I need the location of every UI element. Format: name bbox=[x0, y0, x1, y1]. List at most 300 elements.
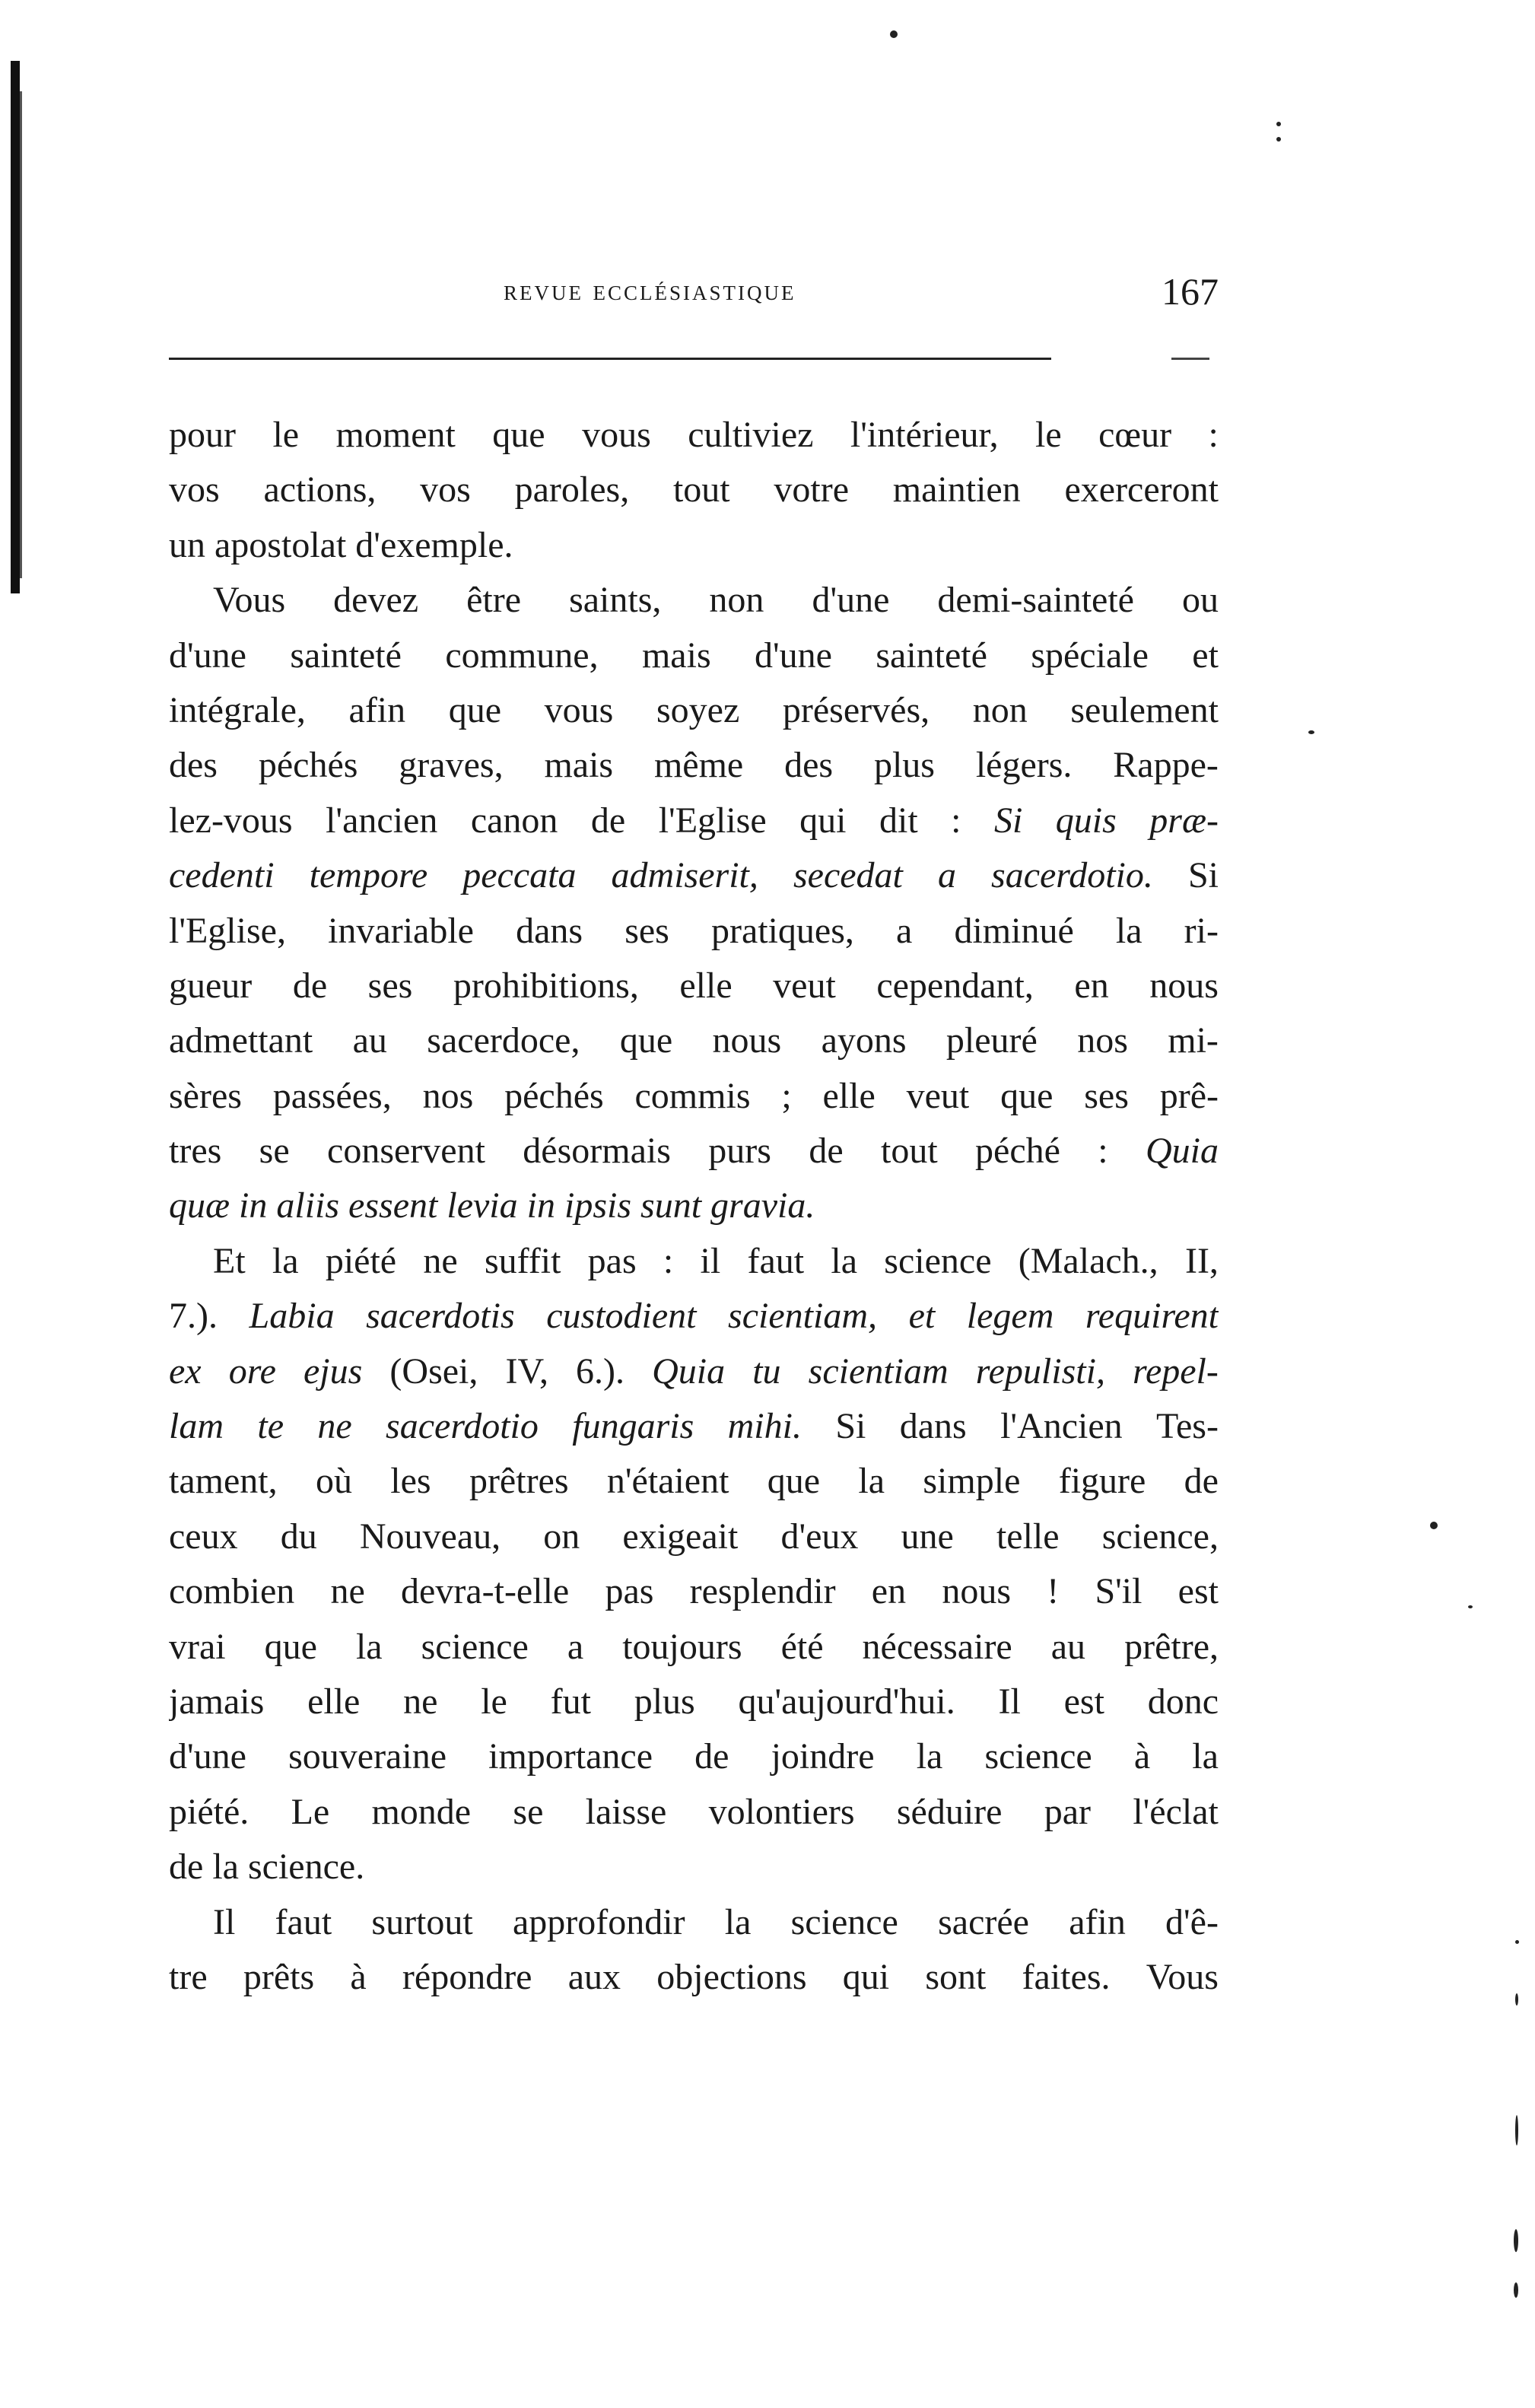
word: custodient bbox=[546, 1296, 697, 1337]
word: a bbox=[567, 1626, 584, 1667]
word: telle bbox=[996, 1516, 1060, 1557]
word: mihi. bbox=[727, 1406, 802, 1447]
word: Tes- bbox=[1156, 1406, 1219, 1447]
word: repulisti, bbox=[975, 1350, 1105, 1392]
word: sainteté bbox=[290, 635, 402, 676]
word: a bbox=[896, 910, 913, 951]
binding-edge-line bbox=[20, 91, 22, 578]
word: d'une bbox=[755, 635, 832, 676]
word: préservés, bbox=[782, 689, 930, 730]
scan-speck bbox=[1430, 1522, 1438, 1529]
word: ayons bbox=[821, 1020, 907, 1061]
word: de bbox=[694, 1736, 729, 1777]
word: faites. bbox=[1022, 1956, 1111, 1997]
text-line bbox=[169, 1785, 1219, 1840]
word: pour bbox=[169, 415, 236, 455]
word: vos bbox=[420, 469, 471, 511]
word: Quia bbox=[1146, 1131, 1219, 1172]
word: de bbox=[1184, 1461, 1219, 1502]
word: surtout bbox=[371, 1901, 473, 1942]
text-line bbox=[169, 518, 1219, 573]
word: Labia bbox=[249, 1296, 335, 1337]
word: suffit bbox=[484, 1240, 561, 1281]
word: d'une bbox=[169, 1736, 246, 1777]
text-line bbox=[169, 1124, 1219, 1179]
word: est bbox=[1063, 1681, 1104, 1722]
word: gueur bbox=[169, 965, 253, 1006]
binding-edge-shadow bbox=[11, 61, 20, 593]
word: que bbox=[767, 1461, 821, 1502]
word: à bbox=[350, 1956, 367, 1997]
word: fungaris bbox=[572, 1406, 694, 1447]
word: saints, bbox=[569, 580, 662, 621]
word: la bbox=[1192, 1736, 1219, 1777]
word: Quia bbox=[652, 1350, 726, 1392]
word: diminué bbox=[954, 910, 1074, 951]
word: est bbox=[1177, 1571, 1219, 1612]
word: qu'aujourd'hui. bbox=[738, 1681, 955, 1722]
scan-speck bbox=[1276, 122, 1281, 126]
text-line bbox=[169, 1729, 1219, 1784]
scan-speck bbox=[1515, 1940, 1519, 1944]
word: la bbox=[212, 1847, 239, 1888]
word: purs bbox=[708, 1131, 771, 1172]
word: votre bbox=[774, 469, 849, 511]
text-line bbox=[169, 1344, 1219, 1399]
word: volontiers bbox=[708, 1791, 855, 1832]
scan-speck bbox=[1468, 1605, 1473, 1608]
word: science. bbox=[247, 1847, 365, 1888]
word: nos bbox=[422, 1075, 474, 1116]
scan-speck bbox=[1276, 137, 1281, 142]
word: qui bbox=[842, 1956, 890, 1997]
paragraph bbox=[169, 573, 1219, 1234]
word: sères bbox=[169, 1075, 242, 1116]
word: l'Eglise, bbox=[169, 910, 286, 951]
word: II, bbox=[1184, 1240, 1219, 1281]
word: prêtres bbox=[469, 1461, 569, 1502]
word: a bbox=[937, 855, 956, 896]
word: ore bbox=[228, 1350, 276, 1392]
word: tempore bbox=[309, 855, 428, 896]
word: spéciale bbox=[1031, 635, 1149, 676]
word: vous bbox=[582, 415, 651, 455]
word: commune, bbox=[445, 635, 599, 676]
word: secedat bbox=[793, 855, 903, 896]
word: en bbox=[871, 1571, 907, 1612]
text-line bbox=[169, 848, 1219, 903]
text-line bbox=[169, 794, 1219, 848]
word: par bbox=[1044, 1791, 1092, 1832]
word: admiserit, bbox=[611, 855, 758, 896]
word: conservent bbox=[327, 1131, 485, 1172]
word: approfondir bbox=[512, 1901, 685, 1942]
word: la bbox=[1115, 910, 1143, 951]
word: prêts bbox=[243, 1956, 315, 1997]
word: tre bbox=[169, 1956, 208, 1997]
word: science bbox=[421, 1626, 529, 1667]
text-line bbox=[169, 408, 1219, 463]
text-line bbox=[169, 959, 1219, 1013]
word: que bbox=[619, 1020, 673, 1061]
word: de bbox=[590, 800, 626, 841]
word: science, bbox=[1101, 1516, 1219, 1557]
word: on bbox=[543, 1516, 580, 1557]
word: canon bbox=[470, 800, 558, 841]
word: ne bbox=[403, 1681, 438, 1722]
word: graves, bbox=[399, 745, 504, 786]
word: légers. bbox=[975, 745, 1073, 786]
word: repel- bbox=[1133, 1350, 1219, 1392]
text-line bbox=[169, 628, 1219, 683]
word: maintien bbox=[892, 469, 1021, 511]
word: le bbox=[272, 415, 300, 455]
word: actions, bbox=[263, 469, 377, 511]
word: nos bbox=[1077, 1020, 1128, 1061]
text-line bbox=[169, 1620, 1219, 1675]
word: Rappe- bbox=[1113, 745, 1219, 786]
word: objections bbox=[656, 1956, 807, 1997]
word: se bbox=[259, 1131, 290, 1172]
word: vrai bbox=[169, 1626, 226, 1667]
word: la bbox=[858, 1461, 885, 1502]
word: péché bbox=[975, 1131, 1060, 1172]
word: seulement bbox=[1070, 689, 1219, 730]
word: où bbox=[315, 1461, 352, 1502]
word: passées, bbox=[272, 1075, 392, 1116]
text-line bbox=[169, 1179, 1219, 1233]
word: la bbox=[724, 1901, 752, 1942]
word: des bbox=[169, 745, 218, 786]
word: : bbox=[1098, 1131, 1108, 1172]
text-line bbox=[169, 1564, 1219, 1619]
text-line bbox=[169, 1069, 1219, 1124]
word: qui bbox=[799, 800, 847, 841]
text-line bbox=[169, 904, 1219, 959]
word: IV, bbox=[505, 1350, 548, 1392]
word: scientiam, bbox=[728, 1296, 878, 1337]
word: nous bbox=[942, 1571, 1012, 1612]
word: science bbox=[984, 1736, 1092, 1777]
word: prêtre, bbox=[1124, 1626, 1219, 1667]
word: ipsis bbox=[564, 1185, 632, 1226]
word: plus bbox=[873, 745, 935, 786]
word: piété bbox=[325, 1240, 397, 1281]
word: la bbox=[916, 1736, 943, 1777]
word: sont bbox=[925, 1956, 987, 1997]
word: d'une bbox=[812, 580, 890, 621]
text-line bbox=[169, 1399, 1219, 1454]
word: en bbox=[1074, 965, 1109, 1006]
word: mais bbox=[641, 635, 711, 676]
word: tu bbox=[752, 1350, 781, 1392]
word: : bbox=[663, 1240, 674, 1281]
word: prê- bbox=[1159, 1075, 1219, 1116]
word: nous bbox=[712, 1020, 782, 1061]
word: toujours bbox=[622, 1626, 742, 1667]
word: sacerdotio bbox=[386, 1406, 539, 1447]
word: in bbox=[526, 1185, 555, 1226]
word: ceux bbox=[169, 1516, 238, 1557]
word: ejus bbox=[304, 1350, 363, 1392]
word: que bbox=[264, 1626, 317, 1667]
word: l'Eglise bbox=[658, 800, 767, 841]
page-header bbox=[169, 270, 1219, 320]
word: requirent bbox=[1085, 1296, 1219, 1337]
word: fut bbox=[550, 1681, 591, 1722]
word: admettant bbox=[169, 1020, 313, 1061]
word: une bbox=[901, 1516, 954, 1557]
word: jamais bbox=[169, 1681, 265, 1722]
word: été bbox=[780, 1626, 824, 1667]
word: cedenti bbox=[169, 855, 275, 896]
word: tres bbox=[169, 1131, 222, 1172]
word: Et bbox=[213, 1240, 246, 1281]
word: nécessaire bbox=[862, 1626, 1012, 1667]
word: ri- bbox=[1184, 910, 1219, 951]
word: d'ê- bbox=[1165, 1901, 1219, 1942]
word: mais bbox=[544, 745, 614, 786]
body-text bbox=[169, 408, 1219, 2005]
word: scientiam bbox=[808, 1350, 949, 1392]
word: tament, bbox=[169, 1461, 278, 1502]
word: sacerdotis bbox=[366, 1296, 515, 1337]
word: science bbox=[884, 1240, 992, 1281]
word: et bbox=[1192, 635, 1219, 676]
word: désormais bbox=[523, 1131, 671, 1172]
text-line bbox=[169, 463, 1219, 517]
word: afin bbox=[1069, 1901, 1126, 1942]
word: ; bbox=[781, 1075, 792, 1116]
word: du bbox=[280, 1516, 317, 1557]
word: invariable bbox=[328, 910, 474, 951]
word: ex bbox=[169, 1350, 202, 1392]
word: 7.). bbox=[169, 1296, 218, 1337]
word: ne bbox=[330, 1571, 365, 1612]
word: præ- bbox=[1149, 800, 1219, 841]
word: dit bbox=[879, 800, 918, 841]
word: cependant, bbox=[876, 965, 1034, 1006]
word: laisse bbox=[585, 1791, 667, 1832]
word: les bbox=[390, 1461, 431, 1502]
scan-speck bbox=[1308, 730, 1314, 734]
text-line bbox=[169, 1454, 1219, 1509]
word: paroles, bbox=[514, 469, 630, 511]
word: lez-vous bbox=[169, 800, 293, 841]
word: cœur bbox=[1098, 415, 1172, 455]
word: à bbox=[1133, 1736, 1151, 1777]
word: d'eux bbox=[780, 1516, 859, 1557]
word: te bbox=[257, 1406, 284, 1447]
word: simple bbox=[923, 1461, 1021, 1502]
word: même bbox=[653, 745, 744, 786]
word: ses bbox=[1084, 1075, 1129, 1116]
word: l'éclat bbox=[1133, 1791, 1219, 1832]
word: (Malach., bbox=[1018, 1240, 1158, 1281]
word: exerceront bbox=[1064, 469, 1219, 511]
word: legem bbox=[966, 1296, 1054, 1337]
word: science bbox=[790, 1901, 898, 1942]
word: sacerdotio. bbox=[991, 855, 1153, 896]
word: intégrale, bbox=[169, 689, 306, 730]
word: : bbox=[951, 800, 961, 841]
text-line bbox=[169, 1895, 1219, 1950]
word: l'ancien bbox=[326, 800, 438, 841]
word: peccata bbox=[462, 855, 577, 896]
word: de bbox=[169, 1847, 204, 1888]
word: des bbox=[784, 745, 834, 786]
word: un bbox=[169, 524, 205, 565]
word: joindre bbox=[771, 1736, 875, 1777]
word: ses bbox=[624, 910, 669, 951]
word: pratiques, bbox=[710, 910, 854, 951]
word: sainteté bbox=[876, 635, 987, 676]
word: l'intérieur, bbox=[850, 415, 999, 455]
word: de bbox=[809, 1131, 844, 1172]
word: que bbox=[448, 689, 502, 730]
scan-speck bbox=[1515, 1993, 1518, 2006]
word: faut bbox=[747, 1240, 805, 1281]
word: d'exemple. bbox=[355, 524, 513, 565]
text-line bbox=[169, 1950, 1219, 2005]
word: dans bbox=[899, 1406, 967, 1447]
word: Le bbox=[291, 1791, 330, 1832]
word: que bbox=[492, 415, 545, 455]
word: d'une bbox=[169, 635, 246, 676]
word: elle bbox=[822, 1075, 876, 1116]
word: être bbox=[466, 580, 522, 621]
word: pleuré bbox=[945, 1020, 1038, 1061]
word: ne bbox=[317, 1406, 352, 1447]
word: pas bbox=[605, 1571, 654, 1612]
word: ou bbox=[1181, 580, 1219, 621]
word: quis bbox=[1055, 800, 1117, 841]
scan-speck bbox=[1514, 2282, 1518, 2298]
word: Vous bbox=[213, 580, 286, 621]
word: importance bbox=[488, 1736, 653, 1777]
text-line bbox=[169, 1509, 1219, 1564]
word: exigeait bbox=[622, 1516, 739, 1557]
word: elle bbox=[307, 1681, 361, 1722]
running-title: revue ecclésiastique bbox=[504, 275, 796, 307]
scan-speck bbox=[1515, 2115, 1518, 2146]
word: sacerdoce, bbox=[427, 1020, 580, 1061]
word: Il bbox=[998, 1681, 1021, 1722]
word: veut bbox=[773, 965, 836, 1006]
word: in bbox=[239, 1185, 268, 1226]
word: le bbox=[1035, 415, 1062, 455]
word: quæ bbox=[169, 1185, 230, 1226]
word: au bbox=[1050, 1626, 1086, 1667]
word: soyez bbox=[656, 689, 740, 730]
word: Si bbox=[1187, 855, 1219, 896]
word: le bbox=[481, 1681, 507, 1722]
text-line bbox=[169, 683, 1219, 738]
word: ! bbox=[1047, 1571, 1060, 1612]
word: n'étaient bbox=[606, 1461, 729, 1502]
word: faut bbox=[275, 1901, 332, 1942]
page-number: 167 bbox=[1162, 270, 1219, 313]
word: pas bbox=[587, 1240, 637, 1281]
word: Si bbox=[993, 800, 1023, 841]
word: aux bbox=[567, 1956, 621, 1997]
word: mi- bbox=[1168, 1020, 1219, 1061]
word: figure bbox=[1058, 1461, 1146, 1502]
text-line bbox=[169, 1840, 1219, 1894]
word: plus bbox=[634, 1681, 695, 1722]
word: resplendir bbox=[689, 1571, 836, 1612]
word: au bbox=[352, 1020, 387, 1061]
word: cultiviez bbox=[688, 415, 814, 455]
word: Nouveau, bbox=[359, 1516, 501, 1557]
word: monde bbox=[371, 1791, 472, 1832]
word: afin bbox=[348, 689, 406, 730]
word: non bbox=[972, 689, 1028, 730]
word: moment bbox=[335, 415, 456, 455]
word: piété. bbox=[169, 1791, 249, 1832]
word: souveraine bbox=[288, 1736, 447, 1777]
paragraph bbox=[169, 1895, 1219, 2006]
word: demi-sainteté bbox=[937, 580, 1134, 621]
text-line bbox=[169, 1289, 1219, 1344]
text-line bbox=[169, 573, 1219, 628]
paragraph bbox=[169, 408, 1219, 573]
word: répondre bbox=[402, 1956, 532, 1997]
scan-speck bbox=[890, 30, 898, 38]
word: donc bbox=[1147, 1681, 1219, 1722]
word: sunt bbox=[640, 1185, 702, 1226]
word: tout bbox=[880, 1131, 938, 1172]
text-line bbox=[169, 1234, 1219, 1289]
text-line bbox=[169, 738, 1219, 793]
word: péchés bbox=[504, 1075, 604, 1116]
word: de bbox=[292, 965, 328, 1006]
word: elle bbox=[679, 965, 733, 1006]
word: ne bbox=[423, 1240, 458, 1281]
word: séduire bbox=[896, 1791, 1003, 1832]
word: devra-t-elle bbox=[401, 1571, 570, 1612]
word: tout bbox=[672, 469, 730, 511]
word: dans bbox=[516, 910, 583, 951]
word: se bbox=[513, 1791, 544, 1832]
word: nous bbox=[1149, 965, 1219, 1006]
text-line bbox=[169, 1675, 1219, 1729]
text-line bbox=[169, 1013, 1219, 1068]
word: veut bbox=[906, 1075, 970, 1116]
word: sacrée bbox=[938, 1901, 1029, 1942]
word: Il bbox=[213, 1901, 236, 1942]
word: devez bbox=[333, 580, 419, 621]
word: et bbox=[908, 1296, 936, 1337]
word: prohibitions, bbox=[453, 965, 639, 1006]
word: péchés bbox=[258, 745, 358, 786]
word: essent bbox=[348, 1185, 438, 1226]
word: aliis bbox=[276, 1185, 340, 1226]
word: il bbox=[700, 1240, 721, 1281]
scan-speck bbox=[1514, 2229, 1518, 2252]
word: : bbox=[1208, 415, 1219, 455]
word: commis bbox=[634, 1075, 751, 1116]
header-rule bbox=[169, 358, 1051, 360]
word: levia bbox=[447, 1185, 518, 1226]
word: 6.). bbox=[576, 1350, 625, 1392]
word: Si bbox=[835, 1406, 866, 1447]
word: que bbox=[1000, 1075, 1054, 1116]
word: vous bbox=[544, 689, 614, 730]
word: la bbox=[831, 1240, 857, 1281]
word: ses bbox=[367, 965, 413, 1006]
paragraph bbox=[169, 1234, 1219, 1895]
